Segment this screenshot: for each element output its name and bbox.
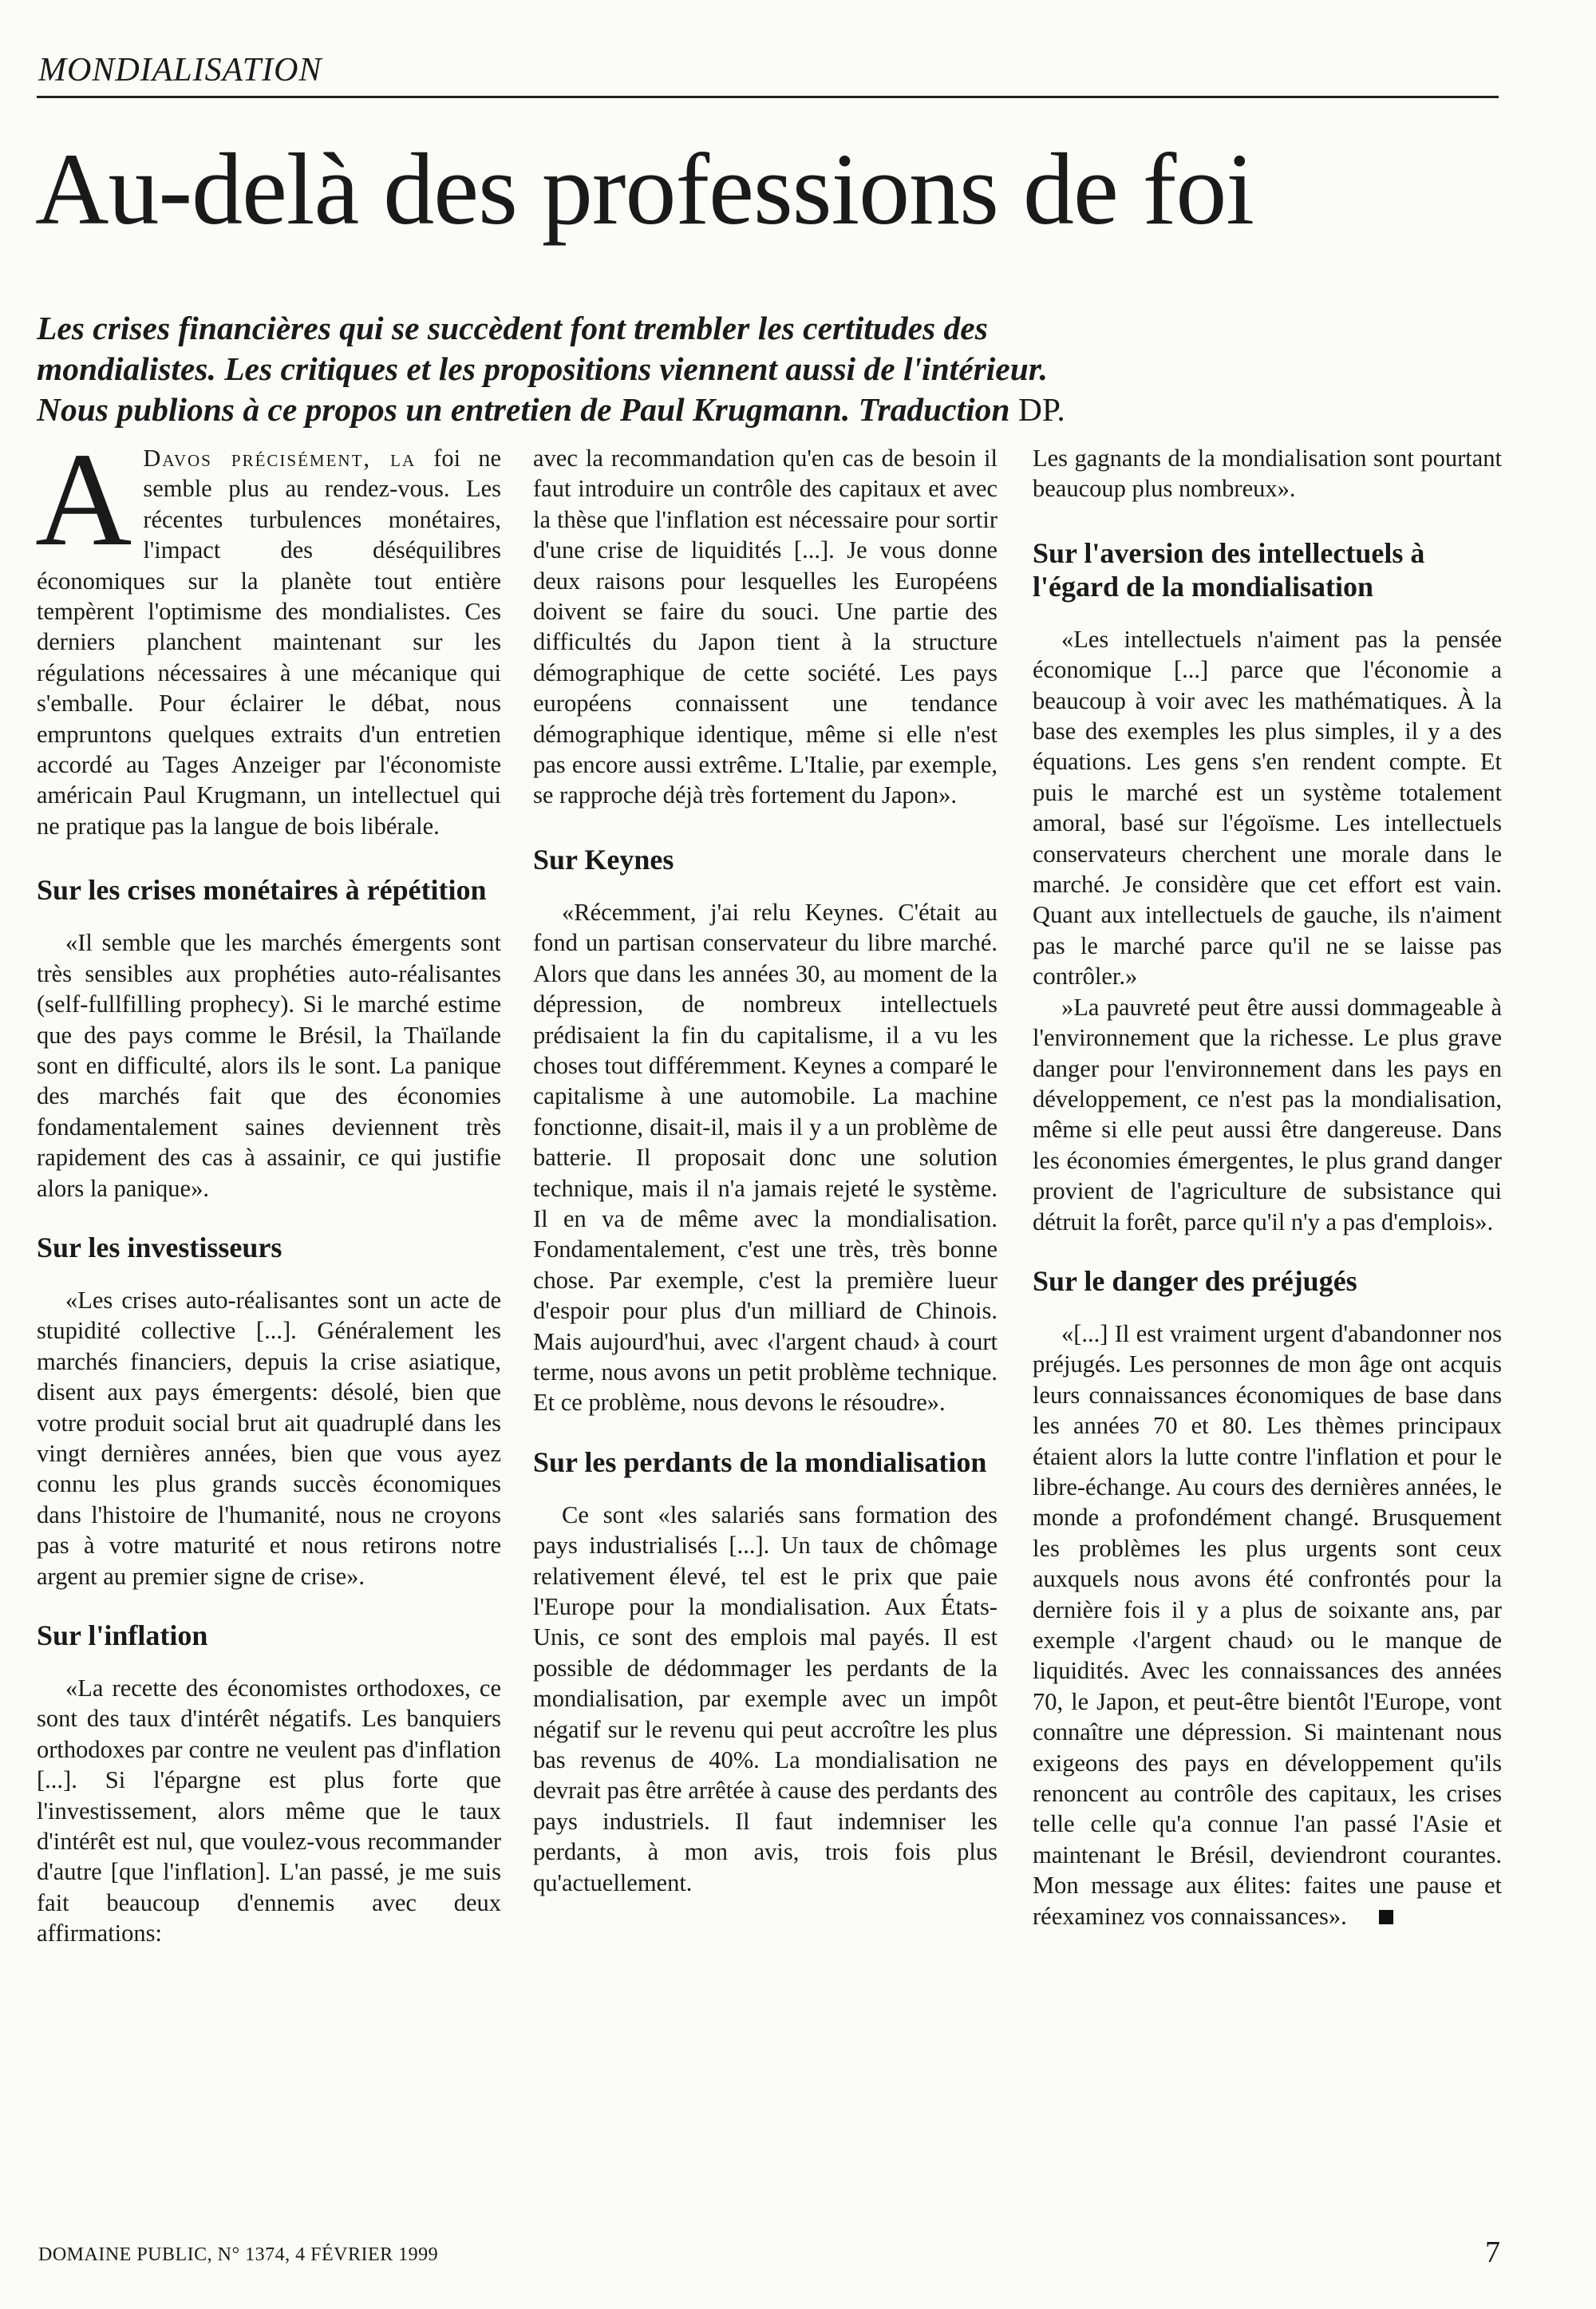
subheading-investisseurs: Sur les investisseurs [37, 1231, 282, 1263]
paragraph-continued: Les gagnants de la mondialisation sont pourtant beaucoup plus nombreux». [1033, 445, 1502, 503]
paragraph-continued: avec la recommandation qu'en cas de besoin il faut introduire un contrôle des capitaux et avec la thèse que l'inflation est nécessaire pour sortir d'une crise de liquidités [...]. Je vous donne deux raisons pour lesquelles les Européens doivent se faire du souci. Une partie des difficultés du Japon tient à la structure démographique de cette société. Les pays européens connaissent une tendance démographique identique, même si elle n'est pas encore aussi extrême. L'Italie, par exemple, se rapproche déjà très fortement du Japon». [533, 445, 998, 809]
paragraph-prejuges-text: «[...] Il est vraiment urgent d'abandonner nos préjugés. Les personnes de mon âge ont acquis leurs connaissances économiques de base dans les années 70 et 80. Les thèmes principaux étaient alors la lutte contre l'inflation et pour le libre-échange. Au cours des dernières années, le monde a profondément changé. Brusquement les problèmes les plus urgents sont ceux auxquels nous avons été confrontés pour la dernière fois il y a plus de soixante ans, par exemple ‹l'argent chaud› ou le manque de liquidités. Avec les connaissances des années 70, le Japon, et peut-être bientôt l'Europe, vont connaître une dépression. Si maintenant nous exigeons des pays en développement qu'ils renoncent au contrôle des capitaux, les crises telle celle qu'a connue l'an passé l'Asie et maintenant le Brésil, deviendront courantes. Mon message aux élites: faites une pause et réexaminez vos connaissances». [1033, 1319, 1502, 1930]
paragraph-inflation: «La recette des économistes orthodoxes, ce sont des taux d'intérêt négatifs. Les banquiers orthodoxes par contre ne veulent pas d'inflation [...]. Si l'épargne est plus forte que l'investissement, alors même que le taux d'intérêt est nul, que voulez-vous recommander d'autre [que l'inflation]. L'an passé, je me suis fait beaucoup d'ennemis avec deux affirmations: [37, 1674, 501, 1947]
subheading-perdants: Sur les perdants de la mondialisation [533, 1445, 987, 1478]
intro-paragraph [35, 425, 501, 841]
paragraph-prejuges [1033, 1319, 1502, 1931]
paragraph-intellectuels: «Les intellectuels n'aiment pas la pensée économique [...] parce que l'économie a beaucoup à voir avec les mathématiques. À la base des exemples les plus simples, il y a des équations. Les gens s'en rendent compte. Et puis le marché est un système totalement amoral, basé sur l'égoïsme. Les intellectuels conservateurs cherchent une morale dans le marché. Je considère que cet effort est vain. Quant aux intellectuels de gauche, ils n'aiment pas le marché parce qu'il ne se laisse pas contrôler.» [1033, 625, 1502, 990]
intro-text: foi ne semble plus au rendez-vous. Les récentes turbulences monétaires, l'impact des déséquilibres économiques sur la planète tout entière tempèrent l'optimisme des mondialistes. Ces derniers planchent maintenant sur les régulations nécessaires à une mécanique qui s'emballe. Pour éclairer le débat, nous empruntons quelques extraits d'un entretien accordé au Tages Anzeiger par l'économiste américain Paul Krugmann, un intellectuel qui ne pratique pas la langue de bois libérale. [37, 445, 501, 840]
paragraph-pauvrete: »La pauvreté peut être aussi dommageable à l'environnement que la richesse. Le plus grave danger pour l'environnement dans les pays en développement, ce n'est pas la mondialisation, même si elle peut aussi être dangereuse. Dans les économies émergentes, le plus grand danger provient de l'agriculture de subsistance qui détruit la forêt, parce qu'il n'y a pas d'emplois». [1033, 993, 1502, 1236]
section-rubric: MONDIALISATION [38, 52, 322, 89]
subheading-inflation: Sur l'inflation [37, 1619, 208, 1651]
column-1 [35, 425, 501, 1949]
footer-publication: DOMAINE PUBLIC, N° 1374, 4 FÉVRIER 1999 [38, 2244, 439, 2265]
paragraph-perdants: Ce sont «les salariés sans formation des pays industrialisés [...]. Un taux de chômage relativement élevé, tel est le prix que paie l'Europe pour la mondialisation. Aux États-Unis, ce sont des emplois mal payés. Il est possible de dédommager les perdants de la mondialisation, par exemple avec un impôt négatif sur le revenu qui peut accroître les plus bas revenus de 40%. La mondialisation ne devrait pas être arrêtée à cause des perdants des pays industriels. Il faut indemniser les perdants, à mon avis, trois fois plus qu'actuellement. [533, 1500, 998, 1896]
paragraph-crises: «Il semble que les marchés émergents sont très sensibles aux prophéties auto-réalisantes (self-fullfilling prophecy). Si le marché estime que des pays comme le Brésil, la Thaïlande sont en difficulté, alors ils le sont. La panique des marchés fait que des économies fondamentalement saines deviennent très rapidement des cas à assainir, ce qui justifie alors la panique». [37, 929, 501, 1202]
lead-credit: DP. [1017, 391, 1065, 428]
subheading-prejuges: Sur le danger des préjugés [1033, 1264, 1357, 1297]
drop-cap: A [35, 425, 132, 574]
article-title: Au-delà des professions de foi [35, 132, 1254, 246]
column-3 [1033, 443, 1502, 1931]
lead-line-text: Nous publions à ce propos un entretien de Paul Krugmann. Traduction [37, 391, 1010, 428]
header-rule [37, 96, 1499, 98]
subheading-crises: Sur les crises monétaires à répétition [37, 874, 487, 907]
column-2 [533, 443, 998, 1898]
end-of-article-mark [1379, 1910, 1393, 1924]
lead-line: Les crises financières qui se succèdent font trembler les certitudes des [37, 310, 988, 346]
paragraph-keynes: «Récemment, j'ai relu Keynes. C'était au fond un partisan conservateur du libre marché. Alors que dans les années 30, au moment de la dépression, de nombreux intellectuels prédisaient la fin du capitalisme, il a vu les choses tout différemment. Keynes a comparé le capitalisme à une automobile. La machine fonctionne, disait-il, mais il y a un problème de batterie. Il proposait donc une solution technique, mais il n'a jamais rejeté le système. Il en va de même avec la mondialisation. Fondamentalement, c'est une très, très bonne chose. Par exemple, c'est la première lueur d'espoir pour plus d'un milliard de Chinois. Mais aujourd'hui, avec ‹l'argent chaud› à court terme, nous avons un petit problème technique. Et ce problème, nous devons le résoudre». [533, 898, 998, 1417]
lead-line: mondialistes. Les critiques et les propositions viennent aussi de l'intérieur. [37, 350, 1049, 387]
subheading-intellectuels: Sur l'aversion des intellectuels à l'égard de la mondialisation [1033, 536, 1425, 603]
lead-line [37, 389, 1489, 430]
intro-smallcaps: Davos précisément, la [143, 445, 417, 472]
paragraph-investisseurs: «Les crises auto-réalisantes sont un acte de stupidité collective [...]. Généralement les marchés financiers, depuis la crise asiatique, disent aux pays émergents: désolé, bien que votre produit social brut ait quadruplé dans les vingt dernières années, bien que vous ayez connu les plus grands succès économiques dans l'histoire de l'humanité, nous ne croyons pas à votre maturité et nous retirons notre argent au premier signe de crise». [37, 1286, 501, 1590]
subheading-keynes: Sur Keynes [533, 843, 674, 876]
page-number: 7 [1485, 2236, 1500, 2269]
article-lead [37, 308, 1489, 430]
